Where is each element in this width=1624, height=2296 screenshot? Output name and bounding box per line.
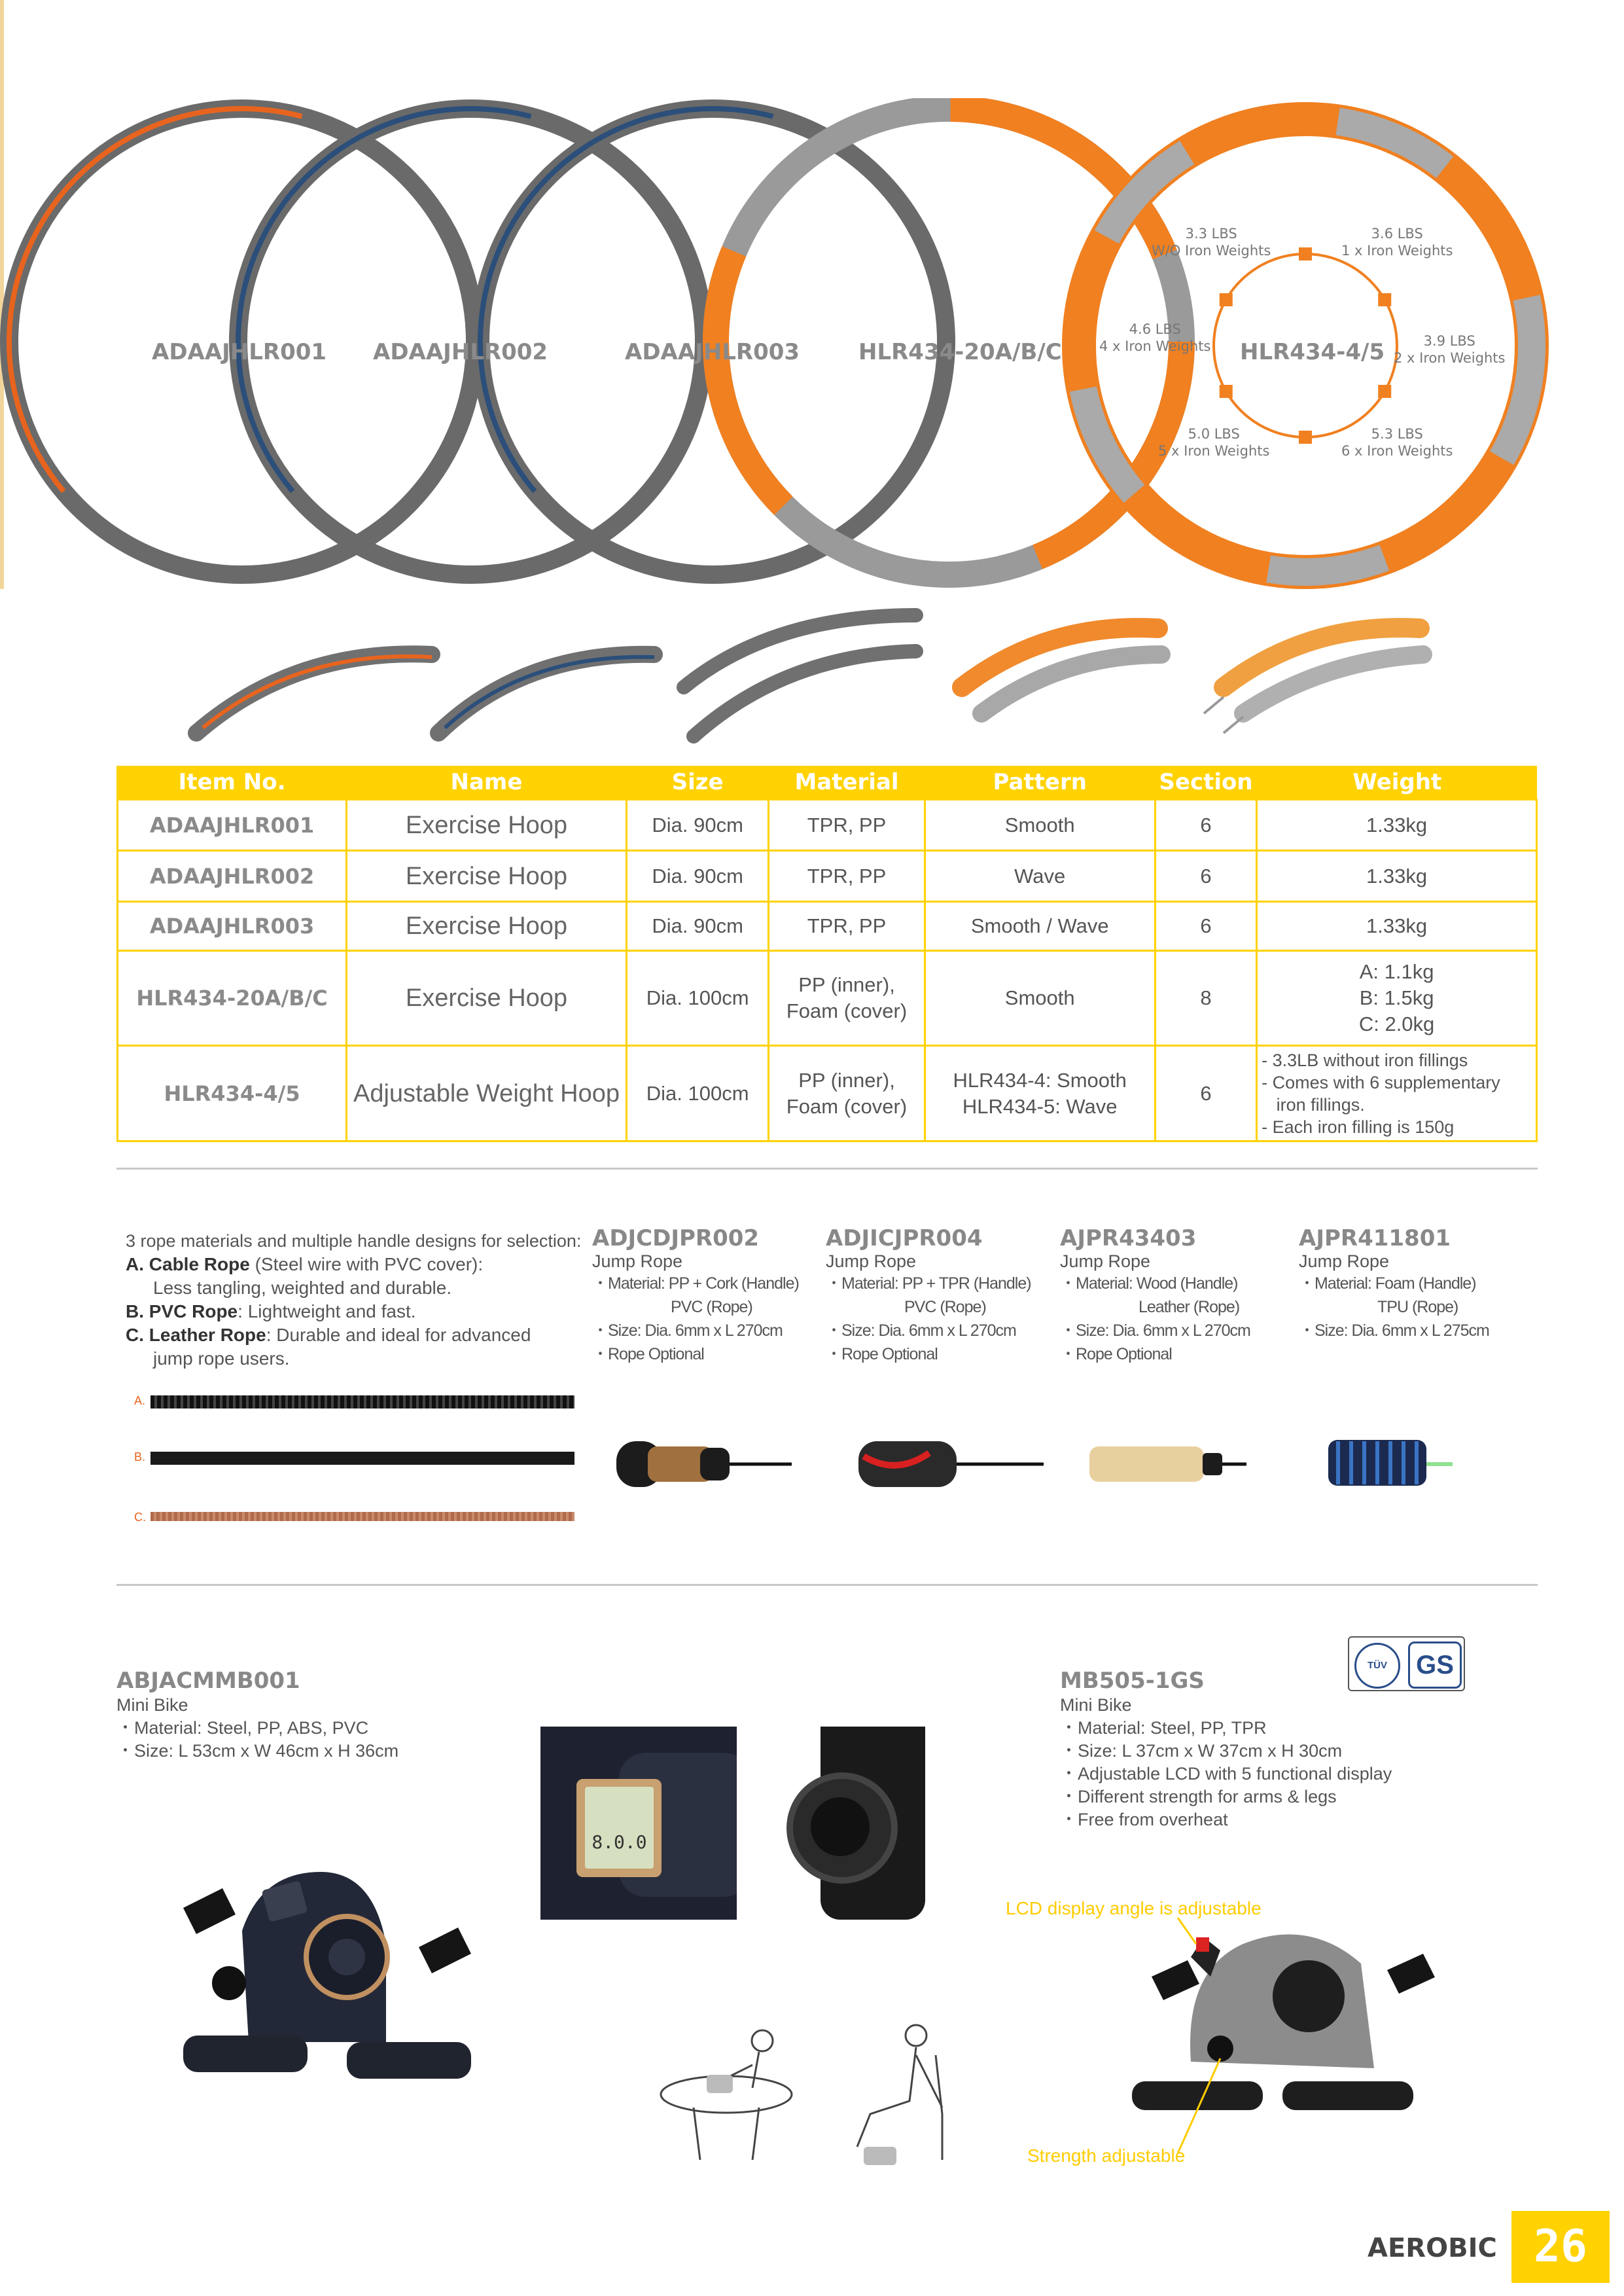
iron-weight-marker [1220, 385, 1233, 398]
rope-marker-c: C. [134, 1511, 146, 1524]
rope-handles-illustration [602, 1427, 1544, 1505]
cell-name: Exercise Hoop [347, 951, 627, 1046]
footer-category: AEROBIC [1368, 2233, 1497, 2263]
gs-logo-icon: GS [1408, 1641, 1462, 1689]
cell-weight: 1.33kg [1257, 851, 1537, 902]
cell-pattern: Smooth / Wave [925, 902, 1155, 951]
cell-size: Dia. 100cm [626, 951, 769, 1046]
weight-label-w5: 5.0 LBS 5 x Iron Weights [1158, 426, 1270, 459]
header-pattern: Pattern [925, 766, 1155, 800]
cell-item: HLR434-20A/B/C [118, 951, 347, 1046]
cell-item: ADAAJHLR001 [118, 800, 347, 851]
leather-rope-sample [150, 1512, 574, 1521]
cell-item: HLR434-4/5 [118, 1046, 347, 1141]
rope-card-4: AJPR411801 Jump Rope ・Material: Foam (Handle) TPU (Rope) ・Size: Dia. 6mm x L 275cm [1299, 1225, 1489, 1340]
cell-material: TPR, PP [769, 851, 925, 902]
table-row [118, 800, 1537, 851]
cell-size: Dia. 90cm [626, 851, 769, 902]
rope-intro-heading: 3 rope materials and multiple handle designs for selection: [126, 1231, 582, 1251]
hoop-sections-illustration [0, 589, 1624, 753]
cell-pattern: Smooth [925, 800, 1155, 851]
callout-strength: Strength adjustable [1027, 2145, 1186, 2166]
cell-section: 6 [1155, 902, 1256, 951]
iron-weight-marker [1220, 293, 1233, 306]
header-size: Size [626, 766, 769, 800]
cell-pattern: Smooth [925, 951, 1155, 1046]
cell-section: 8 [1155, 951, 1256, 1046]
rope-intro: 3 rope materials and multiple handle designs for selection: A. Cable Rope (Steel wire with PVC cover): Less tangling, weighted and durable. B. PVC Rope: Lightweight and fast. C. Leather Rope: Durable and ideal for advanced jump rope users. [126, 1229, 584, 1371]
rope-marker-b: B. [134, 1450, 146, 1463]
cell-name: Exercise Hoop [347, 800, 627, 851]
cell-material: TPR, PP [769, 800, 925, 851]
tuv-logo-icon: TÜV [1354, 1643, 1400, 1689]
mini-bike-1-image [150, 1846, 517, 2121]
header-name: Name [347, 766, 627, 800]
cell-size: Dia. 100cm [626, 1046, 769, 1141]
iron-weight-marker [1378, 293, 1391, 306]
cell-weight: 1.33kg [1257, 800, 1537, 851]
divider-2 [116, 1584, 1538, 1586]
cell-name: Exercise Hoop [347, 851, 627, 902]
cell-pattern: HLR434-4: Smooth HLR434-5: Wave [925, 1046, 1155, 1141]
knob-closeup-image [775, 1727, 971, 1920]
iron-weight-marker [1378, 385, 1391, 398]
cell-material: PP (inner), Foam (cover) [769, 951, 925, 1046]
table-header-row [118, 766, 1537, 800]
rope-marker-a: A. [134, 1394, 146, 1407]
cell-name: Adjustable Weight Hoop [347, 1046, 627, 1141]
divider-1 [116, 1168, 1538, 1170]
cell-pattern: Wave [925, 851, 1155, 902]
weight-label-w4: 4.6 LBS 4 x Iron Weights [1099, 321, 1211, 354]
header-section: Section [1155, 766, 1256, 800]
bike-card-2: MB505-1GS Mini Bike ・Material: Steel, PP, TPR ・Size: L 37cm x W 37cm x H 30cm ・Adjustable LCD with 5 functional display ・Different strength for arms & legs ・Free from overheat [1060, 1668, 1392, 1829]
cell-weight: - 3.3LB without iron fillings - Comes with 6 supplementary iron fillings. - Each iron filling is 150g [1257, 1046, 1537, 1141]
cell-section: 6 [1155, 1046, 1256, 1141]
weight-label-w0: 3.3 LBS W/O Iron Weights [1152, 226, 1271, 259]
iron-weight-marker [1299, 431, 1312, 444]
table-row [118, 902, 1537, 951]
lcd-closeup-image [540, 1727, 737, 1920]
weight-label-w1: 3.6 LBS 1 x Iron Weights [1341, 226, 1453, 259]
rope-card-3: AJPR43403 Jump Rope ・Material: Wood (Handle) Leather (Rope) ・Size: Dia. 6mm x L 270cm ・Rope Optional [1060, 1225, 1250, 1363]
usage-sketches [654, 2016, 968, 2173]
lcd-readout: 8.0.0 [585, 1787, 654, 1869]
cell-section: 6 [1155, 800, 1256, 851]
cable-rope-sample [150, 1395, 574, 1408]
cell-weight: 1.33kg [1257, 902, 1537, 951]
cell-material: PP (inner), Foam (cover) [769, 1046, 925, 1141]
pvc-rope-sample [150, 1452, 574, 1465]
callout-lcd-angle: LCD display angle is adjustable [1006, 1898, 1262, 1918]
cell-size: Dia. 90cm [626, 800, 769, 851]
iron-weight-marker [1299, 247, 1312, 260]
hoop-label-4: HLR434-20A/B/C [858, 339, 1062, 365]
hoop-label-2: ADAAJHLR002 [373, 339, 548, 365]
table-row [118, 851, 1537, 902]
table-row [118, 1046, 1537, 1141]
header-weight: Weight [1257, 766, 1537, 800]
header-material: Material [769, 766, 925, 800]
weight-label-w2: 3.9 LBS 2 x Iron Weights [1394, 333, 1506, 366]
rope-card-2: ADJICJPR004 Jump Rope ・Material: PP + TPR (Handle) PVC (Rope) ・Size: Dia. 6mm x L 270cm ・Rope Optional [826, 1225, 1031, 1363]
cell-size: Dia. 90cm [626, 902, 769, 951]
spec-table [116, 766, 1538, 1142]
hoop-label-3: ADAAJHLR003 [625, 339, 800, 365]
cell-section: 6 [1155, 851, 1256, 902]
cell-material: TPR, PP [769, 902, 925, 951]
header-item-no: Item No. [118, 766, 347, 800]
rope-card-1: ADJCDJPR002 Jump Rope ・Material: PP + Cork (Handle) PVC (Rope) ・Size: Dia. 6mm x L 270cm ・Rope Optional [592, 1225, 799, 1363]
certification-badge [1348, 1636, 1465, 1691]
hoop-label-5: HLR434-4/5 [1240, 339, 1385, 365]
bike-card-1: ABJACMMB001 Mini Bike ・Material: Steel, PP, ABS, PVC ・Size: L 53cm x W 46cm x H 36cm [116, 1668, 399, 1761]
cell-weight: A: 1.1kg B: 1.5kg C: 2.0kg [1257, 951, 1537, 1046]
cell-name: Exercise Hoop [347, 902, 627, 951]
weight-label-w6: 5.3 LBS 6 x Iron Weights [1341, 426, 1453, 459]
cell-item: ADAAJHLR002 [118, 851, 347, 902]
cell-item: ADAAJHLR003 [118, 902, 347, 951]
hoop-label-1: ADAAJHLR001 [152, 339, 327, 365]
page-number: 26 [1511, 2211, 1610, 2283]
tension-knob-icon [811, 1797, 870, 1856]
mini-bike-2-image [1112, 1898, 1479, 2166]
table-row [118, 951, 1537, 1046]
